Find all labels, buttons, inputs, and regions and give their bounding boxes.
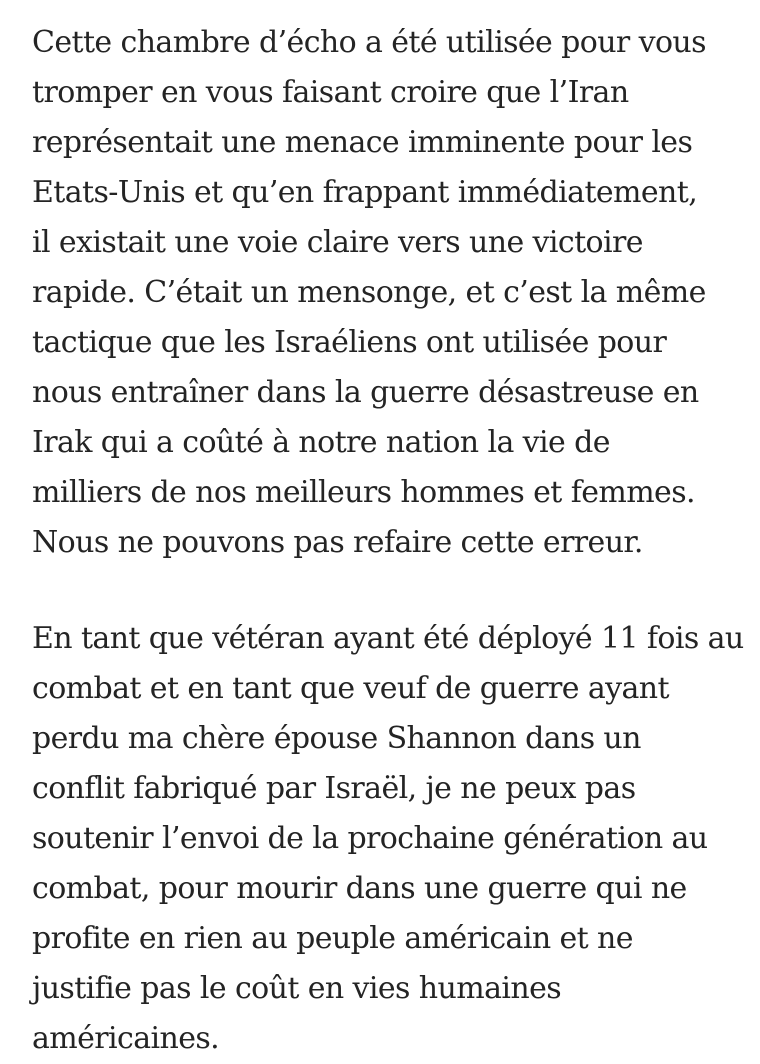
text-line: Nous ne pouvons pas refaire cette erreur. (32, 525, 643, 560)
text-line: milliers de nos meilleurs hommes et femmes. (32, 475, 695, 510)
text-line: américaines. (32, 1021, 220, 1056)
text-line: tactique que les Israéliens ont utilisée pour (32, 325, 667, 360)
text-line: Cette chambre d’écho a été utilisée pour vous (32, 25, 706, 60)
text-line: soutenir l’envoi de la prochaine génération au (32, 821, 708, 856)
text-line: combat, pour mourir dans une guerre qui ne (32, 871, 687, 906)
text-line: représentait une menace imminente pour les (32, 125, 693, 160)
text-line: justifie pas le coût en vies humaines (32, 971, 562, 1006)
text-line: En tant que vétéran ayant été déployé 11 fois au (32, 621, 744, 656)
text-line: combat et en tant que veuf de guerre ayant (32, 671, 669, 706)
paragraph-2 (32, 614, 744, 1064)
text-line: profite en rien au peuple américain et ne (32, 921, 633, 956)
text-line: rapide. C’était un mensonge, et c’est la même (32, 275, 706, 310)
paragraph-1 (32, 18, 730, 568)
text-line: perdu ma chère épouse Shannon dans un (32, 721, 641, 756)
text-line: nous entraîner dans la guerre désastreuse en (32, 375, 699, 410)
text-line: conflit fabriqué par Israël, je ne peux pas (32, 771, 636, 806)
text-line: Irak qui a coûté à notre nation la vie de (32, 425, 610, 460)
text-line: tromper en vous faisant croire que l’Iran (32, 75, 629, 110)
text-line: Etats-Unis et qu’en frappant immédiatement, (32, 175, 698, 210)
text-line: il existait une voie claire vers une victoire (32, 225, 643, 260)
